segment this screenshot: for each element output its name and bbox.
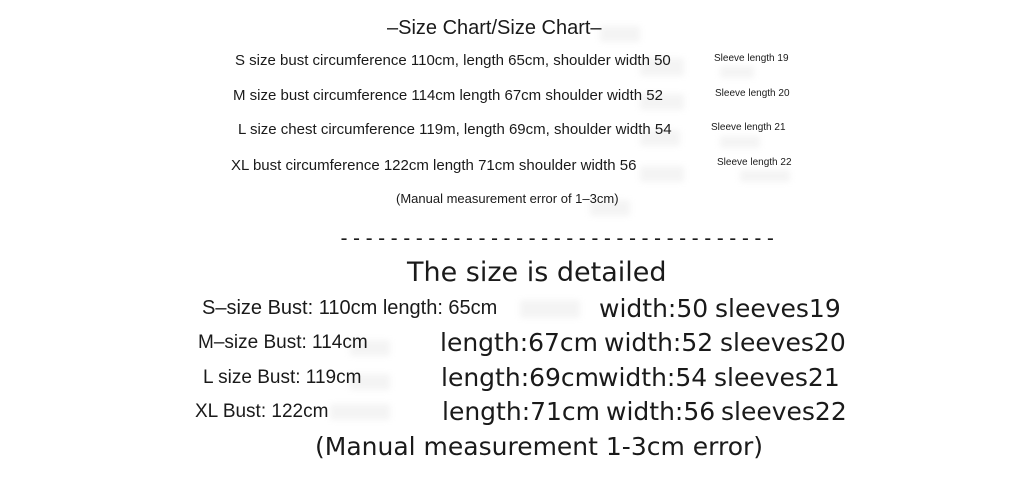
size-detail-xl-bust: XL Bust: 122cm: [195, 401, 329, 422]
size-detail-s-sleeves: sleeves19: [715, 294, 841, 323]
size-chart-sleeve-xl: Sleeve length 22: [717, 157, 792, 168]
size-detail-s-bust: S–size Bust: 110cm length: 65cm: [202, 297, 498, 319]
size-detail-l-width: width:54: [598, 363, 708, 392]
size-detail-xl-sleeves: sleeves22: [721, 397, 847, 426]
background-smudge: [720, 66, 754, 78]
background-smudge: [720, 136, 760, 148]
size-detail-m-sleeves: sleeves20: [720, 328, 846, 357]
size-detail-xl-width: width:56: [606, 397, 716, 426]
size-detail-title: The size is detailed: [407, 257, 667, 288]
size-chart-sleeve-m: Sleeve length 20: [715, 88, 790, 99]
size-detail-l-length: length:69cm: [441, 363, 600, 392]
size-chart-row-xl: XL bust circumference 122cm length 71cm shoulder width 56: [231, 157, 637, 174]
size-detail-note: (Manual measurement 1-3cm error): [315, 432, 764, 461]
dashed-divider: -----------------------------------: [338, 226, 777, 250]
size-detail-l-bust: L size Bust: 119cm: [203, 367, 362, 388]
size-chart-row-m: M size bust circumference 114cm length 67cm shoulder width 52: [233, 87, 663, 104]
size-chart-row-s: S size bust circumference 110cm, length 65cm, shoulder width 50: [235, 52, 671, 69]
background-smudge: [330, 404, 390, 420]
background-smudge: [520, 300, 580, 318]
size-chart-sleeve-l: Sleeve length 21: [711, 122, 786, 133]
size-detail-s-width: width:50: [599, 294, 709, 323]
size-chart-row-l: L size chest circumference 119m, length 69cm, shoulder width 54: [238, 121, 672, 138]
size-chart-sleeve-s: Sleeve length 19: [714, 53, 789, 64]
size-detail-m-bust: M–size Bust: 114cm: [198, 332, 368, 353]
size-chart-title: –Size Chart/Size Chart–: [387, 17, 602, 39]
background-smudge: [740, 170, 790, 182]
size-detail-m-length: length:67cm: [440, 328, 599, 357]
measurement-note: (Manual measurement error of 1–3cm): [396, 191, 619, 206]
background-smudge: [600, 26, 640, 42]
size-detail-xl-length: length:71cm: [442, 397, 601, 426]
size-detail-m-width: width:52: [604, 328, 714, 357]
size-detail-l-sleeves: sleeves21: [714, 363, 840, 392]
background-smudge: [640, 166, 684, 182]
